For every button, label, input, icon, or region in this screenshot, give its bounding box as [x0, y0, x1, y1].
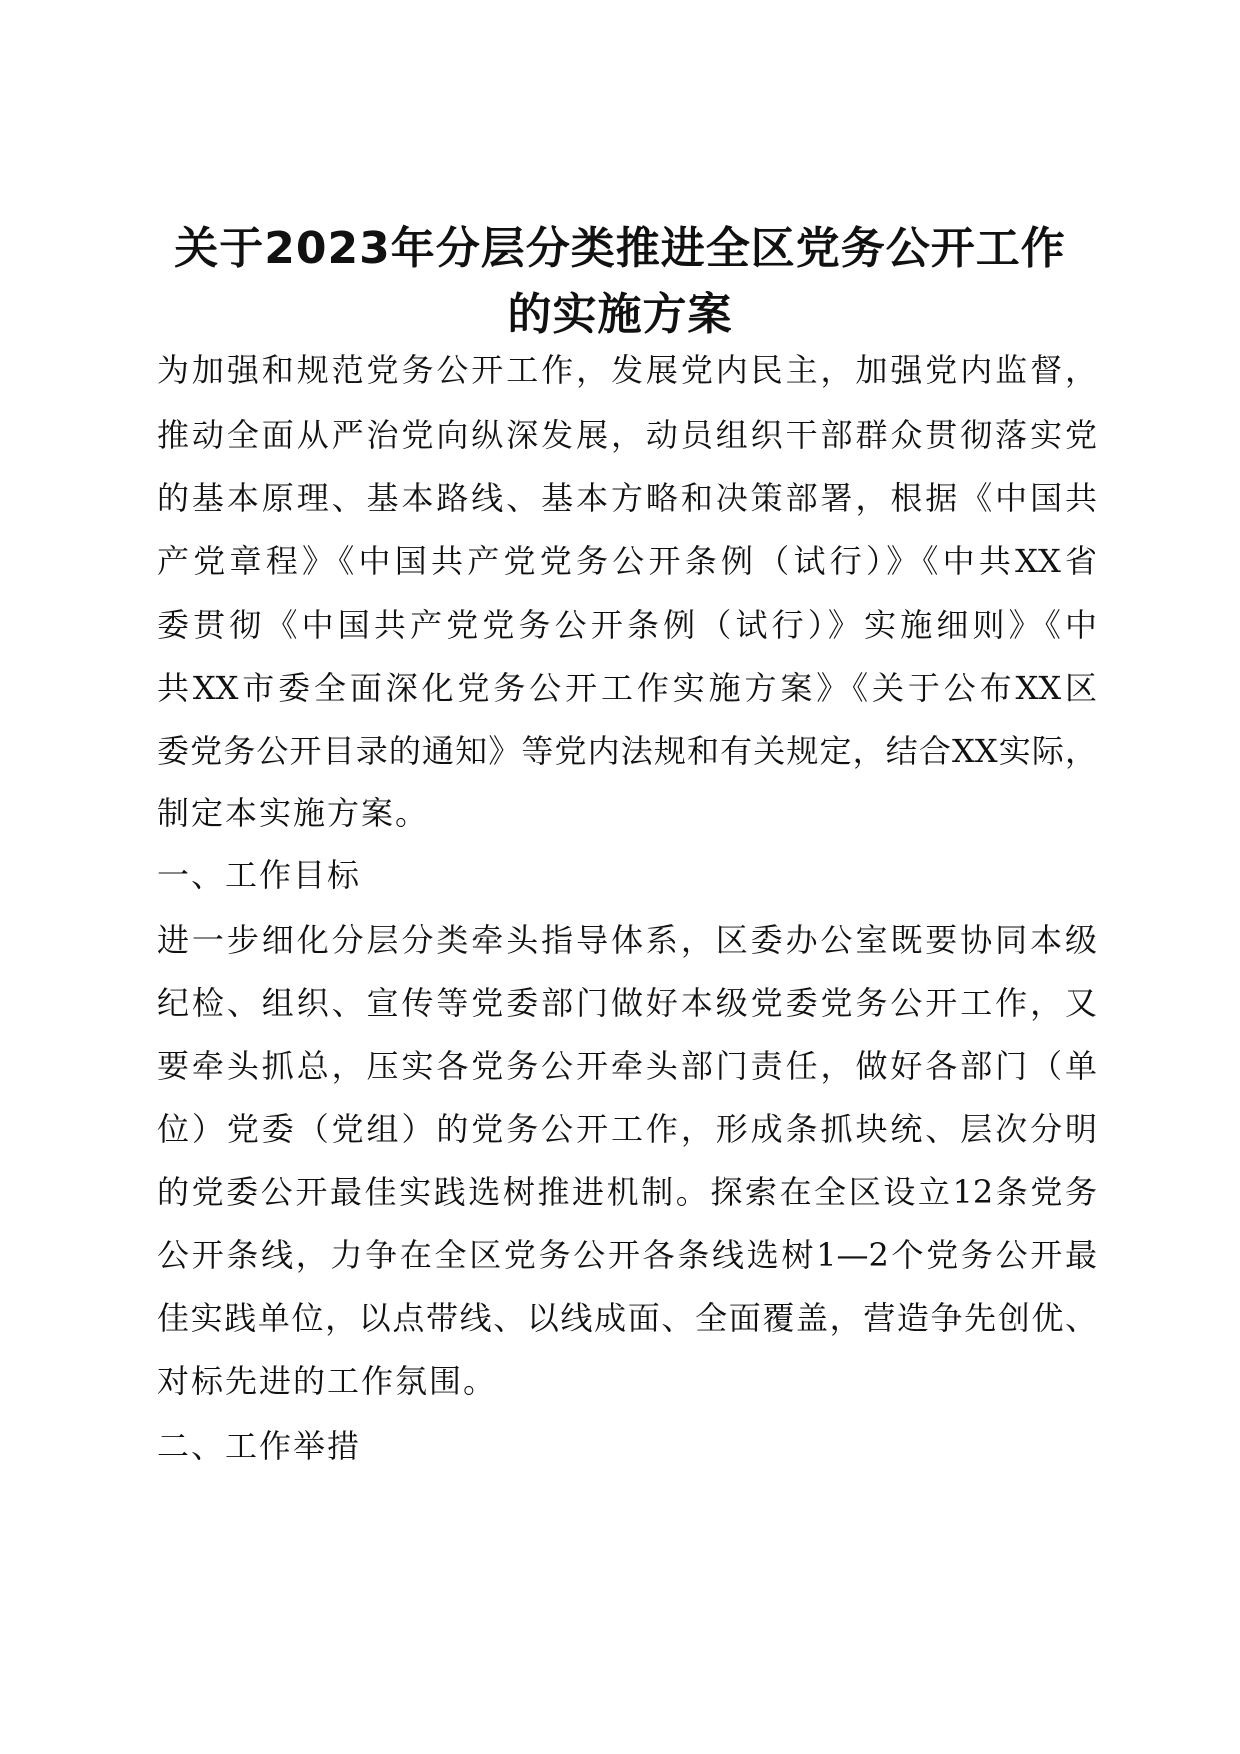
section1-paragraph-line: 公开条线，力争在全区党务公开各条线选树1—2个党务公开最 — [157, 1236, 1097, 1274]
intro-paragraph-line: 共XX市委全面深化党务公开工作实施方案》《关于公布XX区 — [157, 669, 1097, 707]
document-title-line-2: 的实施方案 — [507, 289, 733, 340]
section1-paragraph-line: 位）党委（党组）的党务公开工作，形成条抓块统、层次分明 — [157, 1110, 1097, 1148]
section1-paragraph-line: 要牵头抓总，压实各党务公开牵头部门责任，做好各部门（单 — [157, 1047, 1097, 1085]
section-heading: 二、工作举措 — [157, 1427, 362, 1465]
intro-paragraph-line: 推动全面从严治党向纵深发展，动员组织干部群众贯彻落实党 — [157, 416, 1097, 454]
section1-paragraph-line: 进一步细化分层分类牵头指导体系，区委办公室既要协同本级 — [157, 921, 1097, 959]
section1-paragraph-line: 纪检、组织、宣传等党委部门做好本级党委党务公开工作，又 — [157, 984, 1097, 1022]
intro-paragraph-line: 委党务公开目录的通知》等党内法规和有关规定，结合XX实际， — [157, 732, 1097, 770]
section1-paragraph-line: 对标先进的工作氛围。 — [157, 1362, 498, 1400]
document-title-line-1: 关于2023年分层分类推进全区党务公开工作 — [174, 223, 1066, 274]
intro-paragraph-line: 产党章程》《中国共产党党务公开条例（试行）》《中共XX省 — [157, 542, 1097, 580]
intro-paragraph-line: 制定本实施方案。 — [157, 794, 430, 832]
section1-paragraph-line: 佳实践单位，以点带线、以线成面、全面覆盖，营造争先创优、 — [157, 1299, 1097, 1337]
intro-paragraph-line: 为加强和规范党务公开工作，发展党内民主，加强党内监督， — [157, 351, 1097, 389]
intro-paragraph-line: 的基本原理、基本路线、基本方略和决策部署，根据《中国共 — [157, 479, 1097, 517]
section1-paragraph-line: 的党委公开最佳实践选树推进机制。探索在全区设立12条党务 — [157, 1173, 1097, 1211]
section-heading: 一、工作目标 — [157, 856, 362, 894]
intro-paragraph-line: 委贯彻《中国共产党党务公开条例（试行）》实施细则》《中 — [157, 606, 1097, 644]
